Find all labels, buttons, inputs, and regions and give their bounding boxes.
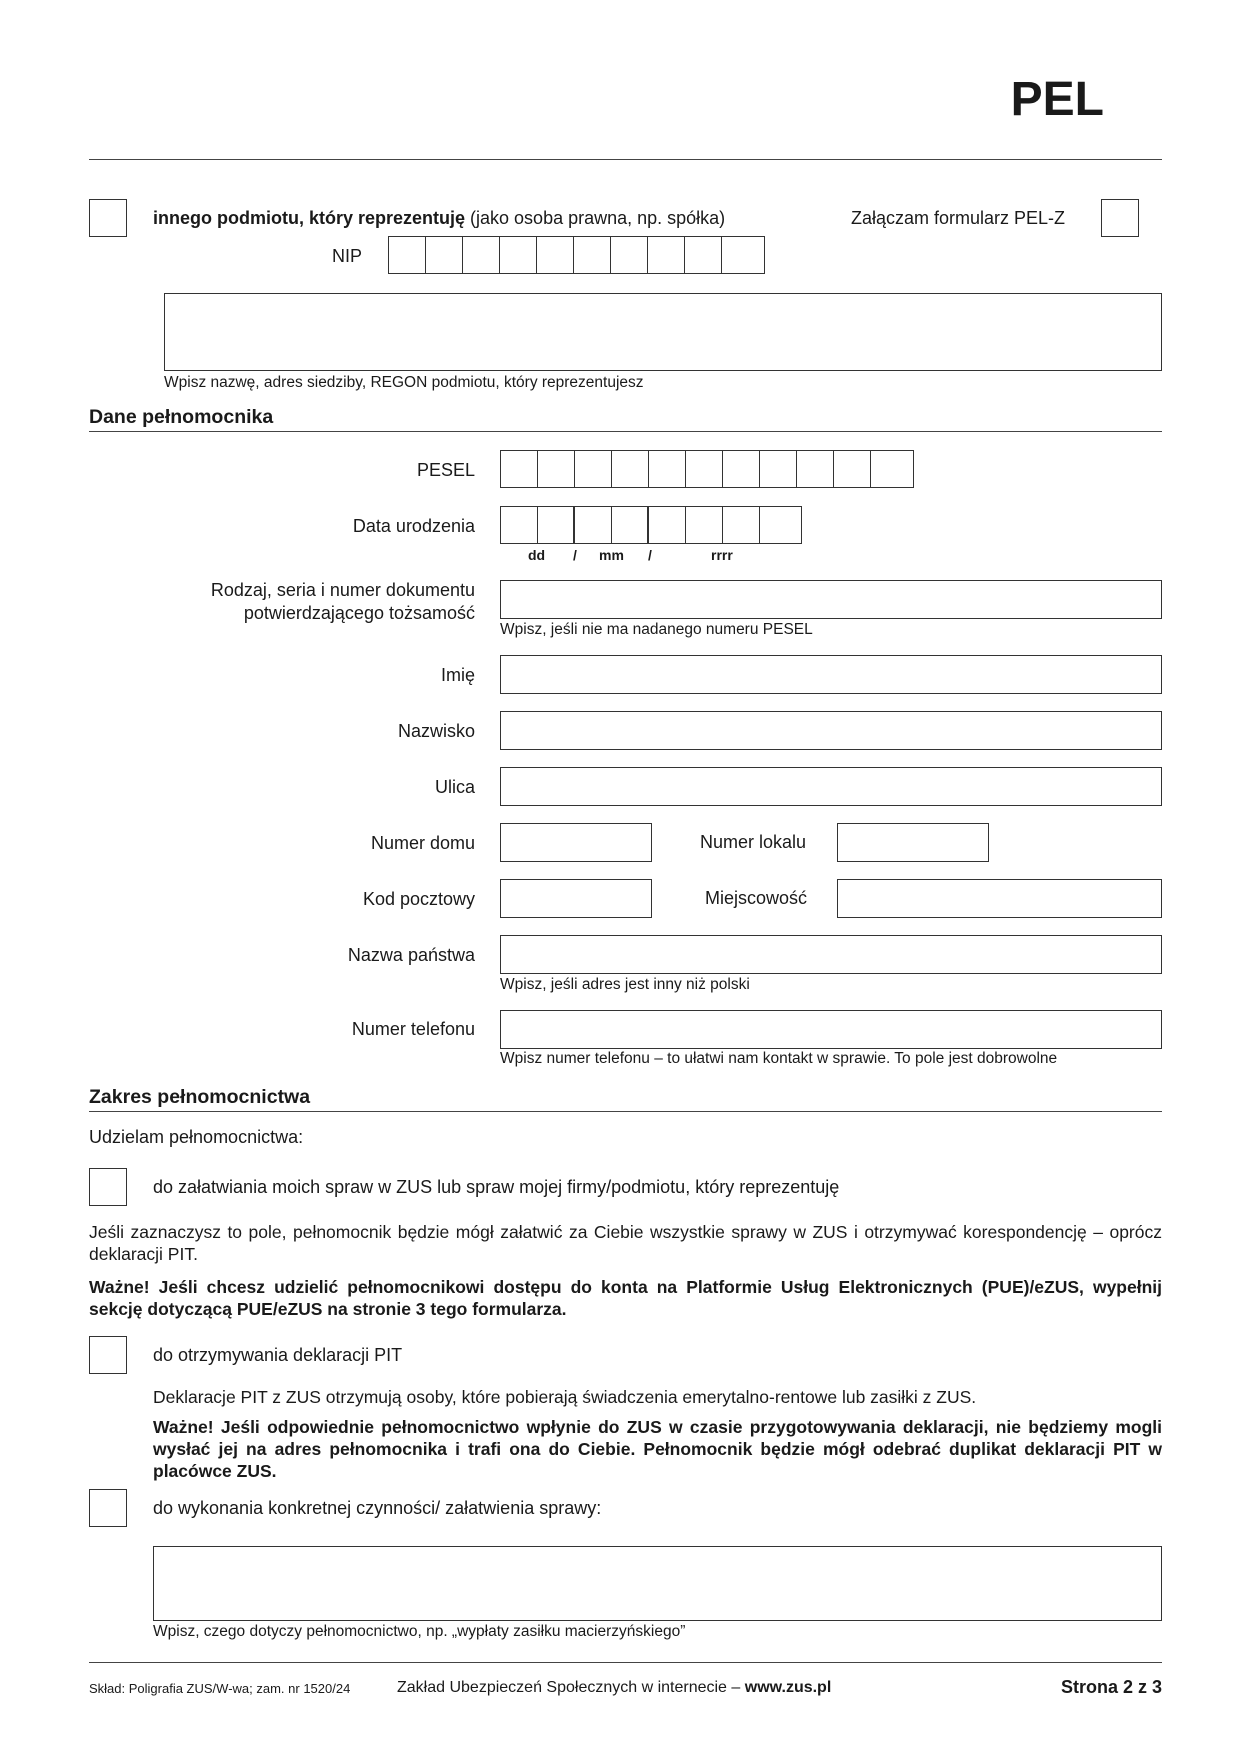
scope-section-divider: [89, 1111, 1162, 1112]
entity-details-input[interactable]: [164, 293, 1162, 371]
country-label: Nazwa państwa: [347, 945, 475, 965]
street-label: Ulica: [434, 777, 475, 797]
scope-pit-label: do otrzymywania deklaracji PIT: [153, 1345, 403, 1365]
entity-checkbox-label: innego podmiotu, który reprezentuję (jako osoba prawna, np. spółka): [153, 208, 726, 228]
scope-pit-important: Ważne! Jeśli odpowiednie pełnomocnictwo wpłynie do ZUS w czasie przygotowywania deklaracji, nie będziemy mogli wysłać jej na adres pełnomocnika i trafi ona do Ciebie. Pełnomocnik będzie mógł odebrać duplikat deklaracji PIT w placówce ZUS.: [153, 1417, 1162, 1481]
last-name-input[interactable]: [500, 711, 1162, 750]
date-yyyy-hint: rrrr: [711, 547, 733, 563]
city-label: Miejscowość: [705, 888, 808, 908]
footer-web-info: Zakład Ubezpieczeń Społecznych w internecie – www.zus.pl: [397, 1679, 832, 1696]
birth-date-label: Data urodzenia: [352, 516, 475, 536]
scope-section-title: Zakres pełnomocnictwa: [89, 1086, 311, 1108]
first-name-label: Imię: [440, 665, 475, 685]
phone-label: Numer telefonu: [351, 1019, 475, 1039]
nip-label: NIP: [332, 246, 363, 266]
header-divider: [89, 159, 1162, 160]
country-input[interactable]: [500, 935, 1162, 974]
scope-general-description: Jeśli zaznaczysz to pole, pełnomocnik będzie mógł załatwić za Ciebie wszystkie sprawy w ZUS i otrzymywać korespondencję – oprócz deklaracji PIT.: [89, 1222, 1162, 1264]
birth-date-input[interactable]: [500, 506, 802, 544]
scope-specific-hint: Wpisz, czego dotyczy pełnomocnictwo, np. „wypłaty zasiłku macierzyńskiego”: [153, 1623, 686, 1640]
form-code: PEL: [1010, 73, 1104, 126]
house-number-label: Numer domu: [370, 833, 475, 853]
postal-code-input[interactable]: [500, 879, 652, 918]
page-number: Strona 2 z 3: [1060, 1677, 1162, 1697]
proxy-section-title: Dane pełnomocnika: [89, 406, 274, 428]
zus-website-link[interactable]: www.zus.pl: [744, 1679, 832, 1696]
scope-specific-checkbox[interactable]: [89, 1489, 127, 1527]
scope-pit-description: Deklaracje PIT z ZUS otrzymują osoby, które pobierają świadczenia emerytalno-rentowe lub zasiłki z ZUS.: [153, 1387, 977, 1407]
date-mm-hint: mm: [599, 547, 624, 563]
print-info: Skład: Poligrafia ZUS/W-wa; zam. nr 1520/24: [89, 1681, 351, 1696]
street-input[interactable]: [500, 767, 1162, 806]
last-name-label: Nazwisko: [397, 721, 475, 741]
postal-code-label: Kod pocztowy: [362, 889, 475, 909]
scope-general-label: do załatwiania moich spraw w ZUS lub spraw mojej firmy/podmiotu, który reprezentuję: [153, 1177, 840, 1197]
first-name-input[interactable]: [500, 655, 1162, 694]
id-document-hint: Wpisz, jeśli nie ma nadanego numeru PESEL: [500, 621, 813, 638]
proxy-section-divider: [89, 431, 1162, 432]
house-number-input[interactable]: [500, 823, 652, 862]
scope-specific-input[interactable]: [153, 1546, 1162, 1621]
attach-pel-z-label: Załączam formularz PEL-Z: [851, 208, 1066, 228]
scope-intro: Udzielam pełnomocnictwa:: [89, 1127, 304, 1147]
id-document-input[interactable]: [500, 580, 1162, 619]
flat-number-label: Numer lokalu: [700, 832, 807, 852]
scope-pit-checkbox[interactable]: [89, 1336, 127, 1374]
date-dd-hint: dd: [528, 547, 546, 563]
phone-hint: Wpisz numer telefonu – to ułatwi nam kontakt w sprawie. To pole jest dobrowolne: [500, 1050, 1058, 1067]
city-input[interactable]: [837, 879, 1162, 918]
flat-number-input[interactable]: [837, 823, 989, 862]
phone-input[interactable]: [500, 1010, 1162, 1049]
country-hint: Wpisz, jeśli adres jest inny niż polski: [500, 976, 750, 993]
scope-general-checkbox[interactable]: [89, 1168, 127, 1206]
entity-checkbox[interactable]: [89, 199, 127, 237]
nip-input[interactable]: [388, 236, 765, 274]
attach-pel-z-checkbox[interactable]: [1101, 199, 1139, 237]
id-document-label: Rodzaj, seria i numer dokumentu potwierdzającego tożsamość: [210, 580, 475, 623]
pesel-input[interactable]: [500, 450, 914, 488]
scope-specific-label: do wykonania konkretnej czynności/ załatwienia sprawy:: [153, 1498, 602, 1518]
entity-details-hint: Wpisz nazwę, adres siedziby, REGON podmiotu, który reprezentujesz: [164, 374, 644, 391]
footer-divider: [89, 1662, 1162, 1663]
date-separator: /: [573, 547, 577, 563]
pesel-label: PESEL: [416, 460, 475, 480]
date-separator: /: [648, 547, 652, 563]
scope-general-important: Ważne! Jeśli chcesz udzielić pełnomocnikowi dostępu do konta na Platformie Usług Elektronicznych (PUE)/eZUS, wypełnij sekcję dotyczącą PUE/eZUS na stronie 3 tego formularza.: [89, 1277, 1162, 1319]
